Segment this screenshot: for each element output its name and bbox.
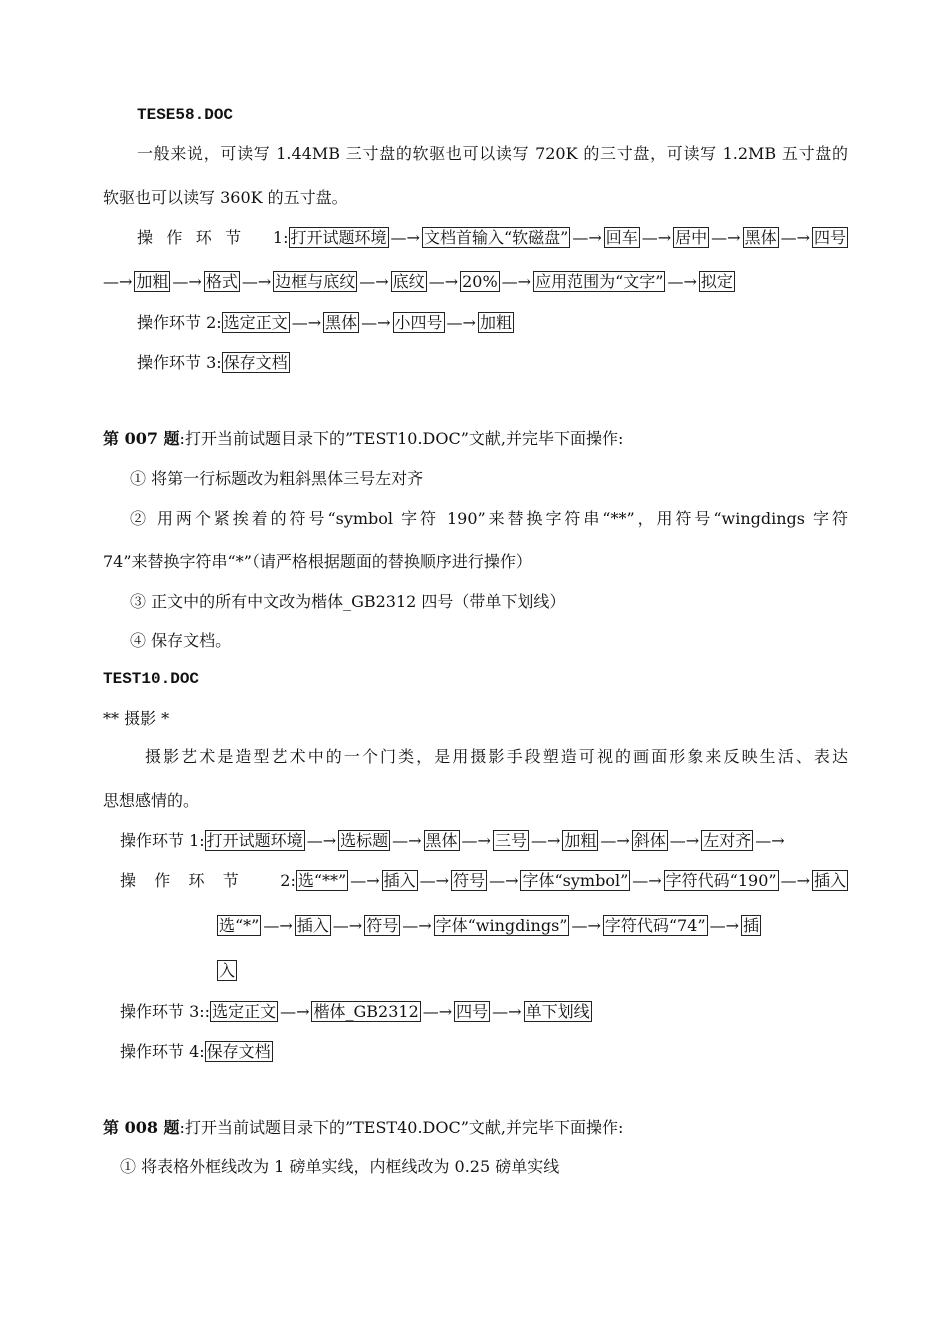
question-item: ④ 保存文档。: [130, 631, 232, 650]
step-box: 四号: [456, 1002, 489, 1021]
step-box: 文档首输入“软磁盘”: [423, 228, 569, 247]
step-box: 拟定: [700, 272, 733, 291]
step-box: 小四号: [394, 313, 443, 332]
arrow-icon: —→: [390, 228, 420, 247]
arrow-icon: —→: [103, 272, 133, 291]
step-box: 打开试题环境: [290, 228, 387, 247]
step-box: 选定正文: [212, 1002, 277, 1021]
arrow-icon: —→: [461, 831, 491, 850]
step-label: 操作环节 3::: [120, 1002, 211, 1021]
question-item: ① 将表格外框线改为 1 磅单实线，内框线改为 0.25 磅单实线: [120, 1157, 560, 1176]
step-label: 操作环节 4:: [120, 1042, 205, 1061]
step-box: 符号: [453, 871, 486, 890]
arrow-icon: —→: [571, 916, 601, 935]
arrow-icon: —→: [402, 916, 432, 935]
paragraph-line: 思想感情的。: [103, 791, 200, 810]
arrow-icon: —→: [172, 272, 202, 291]
step-label: 操作环节 2:: [120, 871, 296, 890]
step-box: 选“**”: [297, 871, 347, 890]
document-title-line: ** 摄影 *: [103, 709, 170, 728]
step-box: 斜体: [633, 831, 666, 850]
arrow-icon: —→: [489, 871, 519, 890]
step-row: [120, 1001, 592, 1023]
step-box: 楷体_GB2312: [313, 1002, 419, 1021]
step-row: [217, 960, 237, 982]
step-box: 插入: [383, 871, 416, 890]
step-box: 插入: [296, 916, 329, 935]
arrow-icon: —→: [291, 313, 322, 332]
arrow-icon: —→: [332, 916, 363, 935]
step-box: 三号: [494, 831, 527, 850]
step-row: [137, 227, 848, 249]
arrow-icon: —→: [359, 272, 389, 291]
step-row: [120, 870, 848, 892]
step-box: 左对齐: [703, 831, 752, 850]
arrow-icon: —→: [780, 871, 810, 890]
step-box: 20%: [462, 272, 498, 291]
question-heading: [103, 428, 623, 450]
paragraph-line: 软驱也可以读写 360K 的五寸盘。: [103, 188, 348, 207]
step-box: 黑体: [325, 313, 358, 332]
arrow-icon: —→: [492, 1002, 522, 1021]
arrow-icon: —→: [422, 1002, 453, 1021]
step-box: 打开试题环境: [206, 831, 303, 850]
step-box: 入: [219, 961, 236, 980]
question-item: ③ 正文中的所有中文改为楷体_GB2312 四号（带单下划线）: [130, 592, 566, 611]
step-box: 插入: [813, 871, 846, 890]
arrow-icon: —→: [280, 1002, 310, 1021]
arrow-icon: —→: [241, 272, 272, 291]
step-row: [120, 830, 787, 852]
arrow-icon: —→: [711, 228, 741, 247]
arrow-icon: —→: [306, 831, 337, 850]
paragraph-line: 摄影艺术是造型艺术中的一个门类，是用摄影手段塑造可视的画面形象来反映生活、表达: [145, 747, 848, 766]
step-row: [217, 915, 848, 937]
step-row: [120, 1041, 273, 1063]
arrow-icon: —→: [632, 871, 662, 890]
arrow-icon: —→: [419, 871, 450, 890]
arrow-icon: —→: [446, 313, 476, 332]
arrow-icon: —→: [755, 831, 785, 850]
step-box: 居中: [675, 228, 708, 247]
question-number: 第 007 题: [103, 429, 180, 448]
question-heading: [103, 1117, 623, 1139]
step-box: 保存文档: [223, 353, 288, 372]
question-intro: :打开当前试题目录下的”TEST40.DOC”文献,并完毕下面操作:: [179, 1118, 624, 1137]
arrow-icon: —→: [392, 831, 422, 850]
arrow-icon: —→: [350, 871, 380, 890]
arrow-icon: —→: [667, 272, 697, 291]
step-box: 保存文档: [206, 1042, 271, 1061]
step-box: 单下划线: [525, 1002, 590, 1021]
step-box: 选“*”: [219, 916, 260, 935]
step-box: 加粗: [564, 831, 597, 850]
step-box: 字体“symbol”: [522, 871, 629, 890]
question-number: 第 008 题: [103, 1118, 180, 1137]
arrow-icon: —→: [600, 831, 630, 850]
arrow-icon: —→: [530, 831, 561, 850]
step-row: [137, 312, 514, 334]
arrow-icon: —→: [361, 313, 391, 332]
step-box: 符号: [366, 916, 399, 935]
question-item: 74”来替换字符串“*”（请严格根据题面的替换顺序进行操作）: [103, 552, 532, 571]
step-label: 操作环节 2:: [137, 313, 222, 332]
question-item: ② 用两个紧挨着的符号“symbol 字符 190”来替换字符串“**”，用符号“wingdings 字符: [130, 509, 848, 528]
step-box: 格式: [205, 272, 238, 291]
question-item: ① 将第一行标题改为粗斜黑体三号左对齐: [130, 469, 424, 488]
step-box: 加粗: [479, 313, 512, 332]
step-box: 回车: [605, 228, 638, 247]
arrow-icon: —→: [709, 916, 740, 935]
step-box: 黑体: [425, 831, 458, 850]
step-box: 边框与底纹: [275, 272, 356, 291]
arrow-icon: —→: [501, 272, 532, 291]
arrow-icon: —→: [669, 831, 700, 850]
step-box: 插: [743, 916, 760, 935]
step-label: 操作环节 1:: [137, 228, 289, 247]
step-box: 字符代码“190”: [665, 871, 777, 890]
step-box: 字体“wingdings”: [435, 916, 568, 935]
filename-tese58: TESE58.DOC: [137, 106, 234, 124]
filename-test10: TEST10.DOC: [103, 670, 200, 688]
step-box: 黑体: [744, 228, 777, 247]
arrow-icon: —→: [263, 916, 293, 935]
arrow-icon: —→: [780, 228, 810, 247]
arrow-icon: —→: [641, 228, 672, 247]
step-box: 加粗: [136, 272, 169, 291]
paragraph-line: 一般来说，可读写 1.44MB 三寸盘的软驱也可以读写 720K 的三寸盘，可读写 1.2MB 五寸盘的: [137, 144, 848, 163]
step-row: [103, 271, 735, 293]
step-label: 操作环节 1:: [120, 831, 205, 850]
step-box: 字符代码“74”: [604, 916, 706, 935]
step-box: 选定正文: [223, 313, 288, 332]
step-box: 选标题: [340, 831, 389, 850]
step-box: 四号: [813, 228, 846, 247]
step-box: 应用范围为“文字”: [535, 272, 664, 291]
step-row: [137, 352, 290, 374]
question-intro: :打开当前试题目录下的”TEST10.DOC”文献,并完毕下面操作:: [179, 429, 624, 448]
arrow-icon: —→: [572, 228, 602, 247]
step-box: 底纹: [392, 272, 425, 291]
step-label: 操作环节 3:: [137, 353, 222, 372]
arrow-icon: —→: [428, 272, 459, 291]
